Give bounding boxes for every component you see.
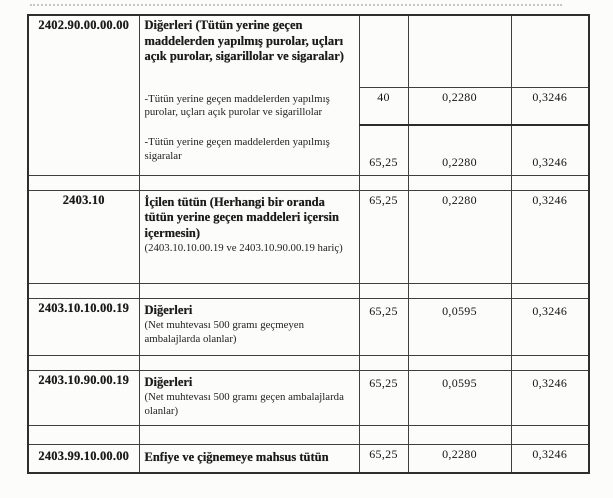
value-cell-empty [359, 15, 408, 87]
spacer-cell [511, 355, 589, 370]
spacer-cell [28, 355, 139, 370]
value-cell: 0,2280 [408, 87, 511, 125]
spacer-cell [511, 425, 589, 444]
spacer-cell [408, 425, 511, 444]
description-note: (Net muhtevası 500 gramı geçmeyen ambalajlarda olanlar) [144, 319, 305, 346]
gtip-code-cell: 2403.10.10.00.19 [28, 298, 139, 355]
description-cell [139, 190, 359, 283]
value-cell: 0,2280 [408, 190, 511, 283]
description-cell [139, 298, 359, 355]
description-note: (Net muhtevası 500 gramı geçen ambalajlarda olanlar) [144, 391, 344, 418]
rate-cell: 40 [359, 87, 408, 125]
table-row [28, 15, 589, 87]
spacer-cell [139, 425, 359, 444]
rate-cell: 65,25 [359, 370, 408, 425]
value-cell: 0,2280 [408, 125, 511, 175]
spacer-cell [408, 175, 511, 190]
description-text: Enfiye ve çiğnemeye mahsus tütün [144, 449, 329, 464]
table-row [28, 444, 589, 473]
gtip-code-cell: 2403.99.10.00.00 [28, 444, 139, 473]
value-cell: 0,3246 [511, 370, 589, 425]
gtip-code-cell: 2402.90.00.00.00 [28, 15, 139, 175]
tariff-table [27, 14, 590, 474]
value-cell: 0,2280 [408, 444, 511, 473]
rate-cell: 65,25 [359, 298, 408, 355]
spacer-cell [139, 175, 359, 190]
value-cell: 0,3246 [511, 125, 589, 175]
value-cell: 0,3246 [511, 190, 589, 283]
spacer-cell [28, 175, 139, 190]
spacer-cell [408, 283, 511, 298]
sub-description-cell: -Tütün yerine geçen maddelerden yapılmış purolar, uçları açık purolar ve sigarillolar [139, 87, 359, 125]
description-text: Diğerleri [144, 374, 193, 389]
description-cell [139, 15, 359, 87]
description-note: (2403.10.10.00.19 ve 2403.10.90.00.19 hariç) [144, 242, 343, 255]
sub-description-cell: -Tütün yerine geçen maddelerden yapılmış sigaralar [139, 125, 359, 175]
spacer-cell [511, 175, 589, 190]
spacer-cell [359, 355, 408, 370]
spacer-row [28, 425, 589, 444]
value-cell-empty [511, 15, 589, 87]
spacer-row [28, 283, 589, 298]
spacer-cell [359, 175, 408, 190]
spacer-cell [139, 355, 359, 370]
gtip-code-cell: 2403.10 [28, 190, 139, 283]
value-cell: 0,0595 [408, 370, 511, 425]
spacer-cell [511, 283, 589, 298]
scan-artifact-dotted-line [30, 4, 562, 6]
spacer-cell [139, 283, 359, 298]
table-row [28, 370, 589, 425]
spacer-cell [408, 355, 511, 370]
table-row [28, 190, 589, 283]
rate-cell: 65,25 [359, 444, 408, 473]
value-cell: 0,0595 [408, 298, 511, 355]
spacer-cell [359, 283, 408, 298]
description-text: Diğerleri (Tütün yerine geçen maddelerden yapılmış purolar, uçları açık purolar, sigarillolar ve sigaralar) [144, 18, 344, 64]
description-text: Diğerleri [144, 302, 193, 317]
description-text: İçilen tütün (Herhangi bir oranda tütün yerine geçen maddeleri içersin içermesin) [144, 194, 339, 240]
spacer-row [28, 355, 589, 370]
spacer-cell [359, 425, 408, 444]
spacer-cell [28, 283, 139, 298]
description-cell [139, 444, 359, 473]
gtip-code-cell: 2403.10.90.00.19 [28, 370, 139, 425]
value-cell: 0,3246 [511, 87, 589, 125]
description-cell [139, 370, 359, 425]
spacer-cell [28, 425, 139, 444]
value-cell: 0,3246 [511, 298, 589, 355]
spacer-row [28, 175, 589, 190]
rate-cell: 65,25 [359, 190, 408, 283]
table-row [28, 298, 589, 355]
rate-cell: 65,25 [359, 125, 408, 175]
value-cell-empty [408, 15, 511, 87]
value-cell: 0,3246 [511, 444, 589, 473]
